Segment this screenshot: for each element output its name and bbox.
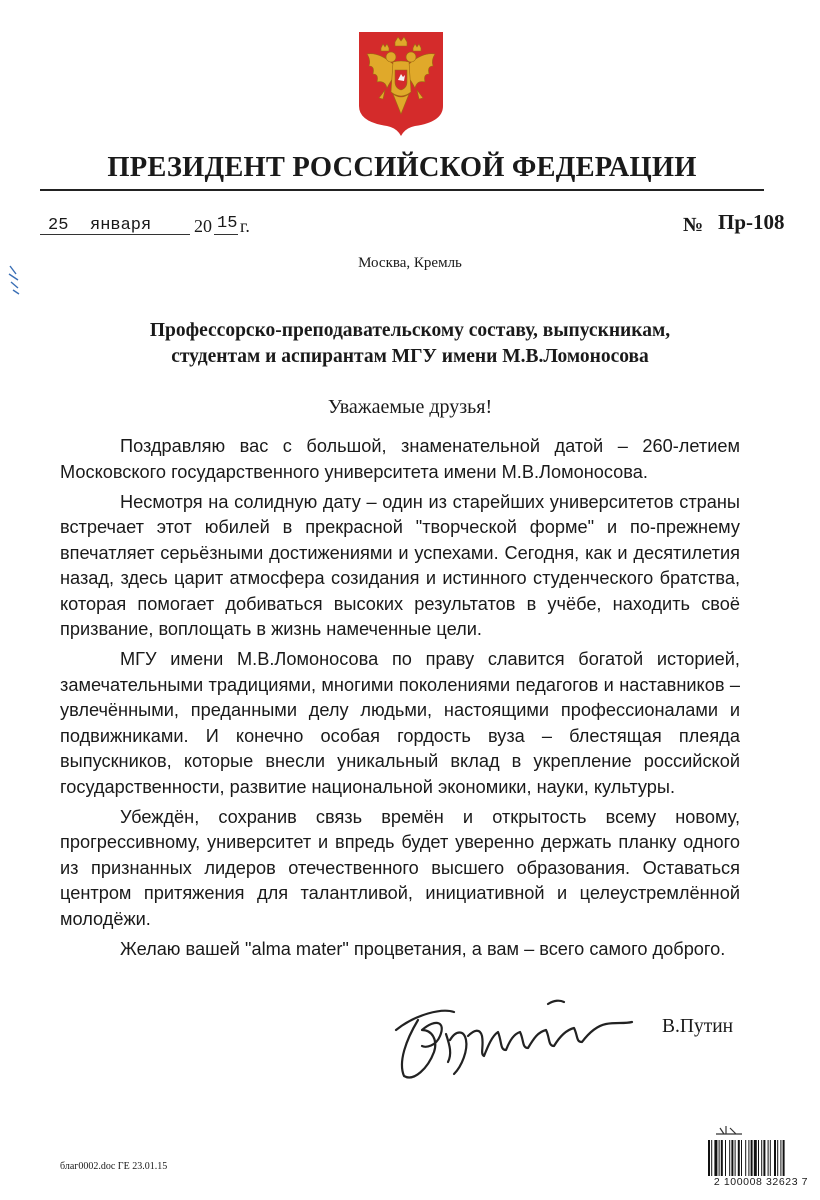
- file-reference: благ0002.doc ГЕ 23.01.15: [60, 1161, 168, 1172]
- greeting: Уважаемые друзья!: [327, 396, 493, 418]
- barcode-number: 2 100008 32623 7: [713, 1176, 809, 1188]
- body-paragraph: МГУ имени М.В.Ломоносова по праву славится богатой историей, замечательными традициями, многими поколениями педагогов и наставников – увлечёнными, преданными делу людьми, настоящими профессионалами и подвижниками. И конечно особая гордость вуза – блестящая плеяда выпускников, которые внесли уникальный вклад в укрепление российской государственности, развитие национальной экономики, науки, культуры.: [60, 649, 740, 797]
- letter-body: [60, 434, 740, 967]
- signer-name: В.Путин: [662, 1016, 734, 1037]
- date-underline: [40, 234, 190, 235]
- handwritten-signature: [388, 990, 638, 1086]
- addressee-line: Профессорско-преподавательскому составу, выпускникам,: [149, 320, 671, 341]
- body-paragraph: Убеждён, сохранив связь времён и открытость всему новому, прогрессивному, университет и впредь будет уверенно держать планку одного из признанных лидеров отечественного высшего образования. Оставаться центром притяжения для талантливой, инициативной и целеустремлённой молодёжи.: [60, 806, 740, 929]
- body-paragraph: Несмотря на солидную дату – один из старейших университетов страны встречает этот юбилей в прекрасной "творческой форме" и по-прежнему впечатляет серьёзными достижениями и успехами. Сегодня, как и десятилетия назад, здесь царит атмосфера созидания и истинного студенческого братства, которая помогает добиваться высоких результатов в учёбе, находить своё призвание, воплощать в жизнь намеченные цели.: [60, 491, 740, 639]
- body-paragraph: Поздравляю вас с большой, знаменательной датой – 260-летием Московского государственного университета имени М.В.Ломоносова.: [60, 436, 740, 482]
- year-underline: [214, 234, 238, 235]
- date-year-suffix: 15: [217, 214, 238, 233]
- date-day: 25: [48, 216, 69, 235]
- date-year-mark: г.: [240, 216, 250, 236]
- coat-of-arms-emblem: [355, 30, 447, 138]
- document-header-title: ПРЕЗИДЕНТ РОССИЙСКОЙ ФЕДЕРАЦИИ: [107, 152, 697, 183]
- document-number-label: №: [683, 214, 704, 236]
- barcode-icon: [707, 1140, 817, 1176]
- date-year-prefix: 20: [194, 216, 212, 236]
- date-month: января: [90, 216, 152, 235]
- issue-place: Москва, Кремль: [358, 255, 462, 271]
- addressee-line: студентам и аспирантам МГУ имени М.В.Ломоносова: [171, 346, 649, 367]
- header-divider: [40, 189, 764, 191]
- addressee-block: [90, 318, 730, 370]
- document-number: Пр-108: [718, 210, 785, 234]
- stamp-mark-icon: [714, 1124, 744, 1138]
- body-paragraph: Желаю вашей "alma mater" процветания, а вам – всего самого доброго.: [120, 938, 726, 959]
